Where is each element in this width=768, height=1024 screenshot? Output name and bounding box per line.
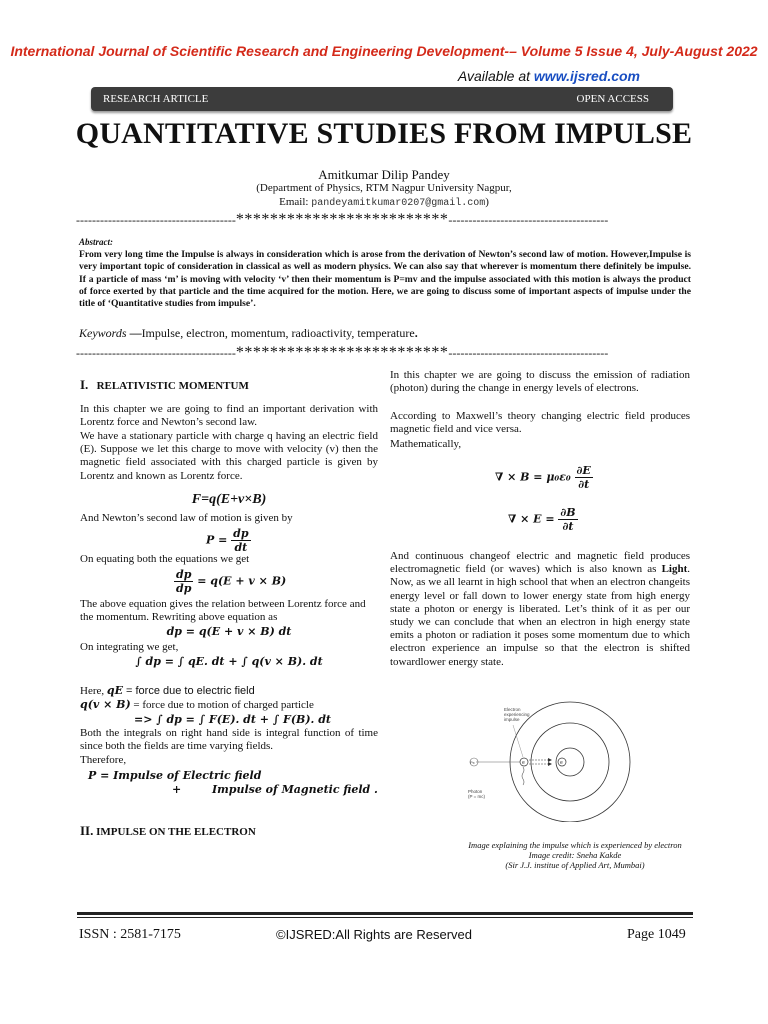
separator-dashes-right: ---------------------------------------- (448, 213, 609, 227)
light-term: Light (661, 563, 688, 576)
maxwell-1-denominator: ∂t (578, 478, 590, 491)
equated-rhs: = q(E + v × B) (193, 574, 287, 588)
abstract-heading: Abstract: (79, 237, 114, 247)
figure-caption-1: Image explaining the impulse which is experienced by electron (468, 840, 682, 850)
impulse-equation-a: P = Impulse of Electric field (88, 769, 262, 782)
equated-denominator: dp (176, 582, 192, 595)
article-type-bar (91, 87, 673, 111)
left-para-1: In this chapter we are going to find an important derivation with Lorentz force and Newton’s second law. (80, 403, 378, 429)
newton-numerator: dp (233, 527, 249, 540)
right-para-1: In this chapter we are going to discuss the emission of radiation (photon) during the change in energy levels of electrons. (390, 369, 690, 395)
footer-rule-thick (77, 912, 693, 915)
separator-stars: ************************* (235, 344, 449, 361)
electron-label-l3: impulse (504, 717, 520, 722)
qe-desc: = force due to electric field (122, 685, 255, 697)
left-para-4: On equating both the equations we get (80, 553, 250, 565)
left-para-8: Both the integrals on right hand side is integral function of time since both the fields are time varying fields. (80, 727, 378, 753)
email-line (0, 196, 768, 209)
electron-label-l1: Electron (504, 707, 521, 712)
newton-equation (206, 527, 251, 554)
footer-issn: ISSN : 2581-7175 (79, 927, 181, 942)
newton-lhs: P = (206, 533, 232, 547)
section-2-title: IMPULSE ON THE ELECTRON (93, 826, 256, 838)
here-prefix: Here, (80, 685, 107, 697)
electron-2-label: e (560, 760, 563, 766)
photon-label-text (468, 789, 486, 799)
separator-bottom (76, 344, 696, 362)
left-para-6: On integrating we get, (80, 641, 179, 653)
separator-dashes-left: ---------------------------------------- (76, 213, 236, 227)
maxwell-1-lhs: ∇ × B = μ₀ε₀ (495, 470, 575, 484)
email-address[interactable]: pandeyamitkumar0207@gmail.com (311, 198, 486, 209)
newton-denominator: dt (234, 541, 248, 554)
right-para-2: According to Maxwell’s theory changing electric field produces magnetic field and vice versa. (390, 410, 690, 436)
rewritten-equation: dp = q(E + v × B) dt (166, 625, 292, 638)
photon-label-l2: (P = mc) (468, 794, 486, 799)
arrow-head-1 (548, 758, 552, 762)
keywords-label: Keywords (79, 326, 127, 340)
left-para-3: And Newton’s second law of motion is given by (80, 512, 293, 524)
right-para-4-pre: And continuous changeof electric and magnetic field produces electromagnetic field (or waves) which is also known as (390, 550, 690, 576)
equated-numerator: dp (176, 568, 192, 581)
equated-equation (174, 568, 286, 595)
left-para-5: The above equation gives the relation between Lorentz force and the momentum. Rewriting above equation as (80, 598, 366, 624)
maxwell-2-fraction (558, 506, 577, 533)
equated-fraction (174, 568, 193, 595)
email-close: ) (485, 196, 489, 208)
email-label: Email: (279, 196, 312, 208)
separator-dashes-left: ---------------------------------------- (76, 346, 236, 360)
figure-caption-3: (Sir J.J. institue of Applied Art, Mumbai) (505, 860, 645, 870)
electron-label-l2: experiencing (504, 712, 530, 717)
left-para-7b (80, 698, 378, 712)
keywords-text: Impulse, electron, momentum, radioactivity, temperature (141, 326, 415, 340)
photon-wave (522, 767, 524, 785)
separator-top (76, 211, 696, 229)
integrated-equation: ∫ dp = ∫ qE. dt + ∫ q(v × B). dt (135, 655, 323, 668)
qe-symbol: qE (106, 684, 123, 697)
abstract-text: From very long time the Impulse is always in consideration which is arose from the derivation of Newton’s second law of motion. However,Impulse is very important topic of consideration in classical as well as modern physics. We can also say that wherever is momentum there definitely be impulse. If a particle of mass ‘m’ is moving with velocity ‘v’ then their momentum is P=mv and the impulse associated with this motion is always the product of force exerted by that particle and the time acquired for the motion. Here, we are going to discuss some of important aspects of impulse under the title of ‘Quantitative studies from impulse’. (79, 249, 691, 310)
left-para-2: We have a stationary particle with charge q having an electric field (E). Suppose we let this charge to move with velocity (v) then the magnetic field associated with this charged particle is given by Lorentz and known as Lorentz force. (80, 430, 378, 482)
newton-fraction (231, 527, 250, 554)
arrow-head-2 (548, 762, 552, 766)
affiliation: (Department of Physics, RTM Nagpur University Nagpur, (256, 182, 512, 194)
footer-rule-thin (77, 917, 693, 918)
figure-svg (466, 697, 666, 822)
journal-header: International Journal of Scientific Research and Engineering Development-– Volume 5 Issue 4, July-August 2022 (10, 43, 758, 59)
electron-1-label: e (522, 760, 525, 766)
maxwell-equation-1 (495, 464, 593, 491)
maxwell-1-numerator: ∂E (576, 464, 591, 477)
electron-impulse-figure (466, 697, 666, 822)
lorentz-equation: F=q(E+v×B) (191, 492, 267, 507)
impulse-plus: + (172, 783, 182, 796)
separator-stars: ************************* (235, 211, 449, 228)
access-type: OPEN ACCESS (576, 93, 649, 105)
keywords-line (79, 326, 691, 341)
right-para-4 (390, 550, 690, 669)
availability-line (458, 68, 640, 84)
maxwell-1-fraction (575, 464, 593, 491)
section-2-number: II. (80, 823, 94, 838)
right-para-3: Mathematically, (390, 438, 462, 450)
qvb-symbol: q(v × B) (80, 698, 131, 711)
journal-url-link[interactable]: www.ijsred.com (533, 68, 640, 84)
impulse-equation-b: Impulse of Magnetic field . (212, 783, 378, 796)
available-prefix: Available at (457, 68, 534, 84)
article-type: RESEARCH ARTICLE (103, 93, 209, 105)
author-name: Amitkumar Dilip Pandey (318, 167, 450, 182)
px-label: Px (470, 760, 475, 765)
footer-page: Page 1049 (627, 927, 686, 942)
maxwell-2-denominator: ∂t (562, 520, 574, 533)
photon-label-l1: Photon (468, 789, 483, 794)
section-1-title: RELATIVISTIC MOMENTUM (96, 380, 249, 392)
maxwell-equation-2 (508, 506, 578, 533)
section-1-heading (80, 378, 378, 393)
section-1-number: I. (80, 377, 89, 392)
maxwell-2-lhs: ∇ × E = (508, 512, 559, 526)
right-para-4-post: . Now, as we all learnt in high school that when an electron changeits energy level or fall down to lower energy state from high energy state a photon or energy is liberated. Let’s think of it as per our study we can conclude that when an electron in high energy state emits a photon or radiation it poses some momentum due to which electron experience an impulse so that the electron is shifted towardlower energy state. (390, 563, 690, 668)
figure-caption-2: Image credit: Sneha Kakde (528, 850, 622, 860)
electron-label-pointer (513, 725, 523, 757)
maxwell-2-numerator: ∂B (560, 506, 576, 519)
keywords-end: . (414, 326, 418, 340)
force-integral-equation: => ∫ dp = ∫ F(E). dt + ∫ F(B). dt (134, 713, 331, 726)
paper-title: QUANTITATIVE STUDIES FROM IMPULSE (75, 117, 693, 150)
inner-orbit (531, 723, 609, 801)
keywords-dash: — (126, 326, 142, 340)
qvb-desc: = force due to motion of charged particle (130, 699, 314, 711)
footer-rights: ©IJSRED:All Rights are Reserved (276, 927, 472, 942)
left-para-9: Therefore, (80, 754, 127, 766)
left-para-7a (80, 684, 378, 698)
separator-dashes-right: ---------------------------------------- (448, 346, 609, 360)
section-2-heading (80, 824, 378, 839)
electron-label-text (504, 707, 531, 722)
